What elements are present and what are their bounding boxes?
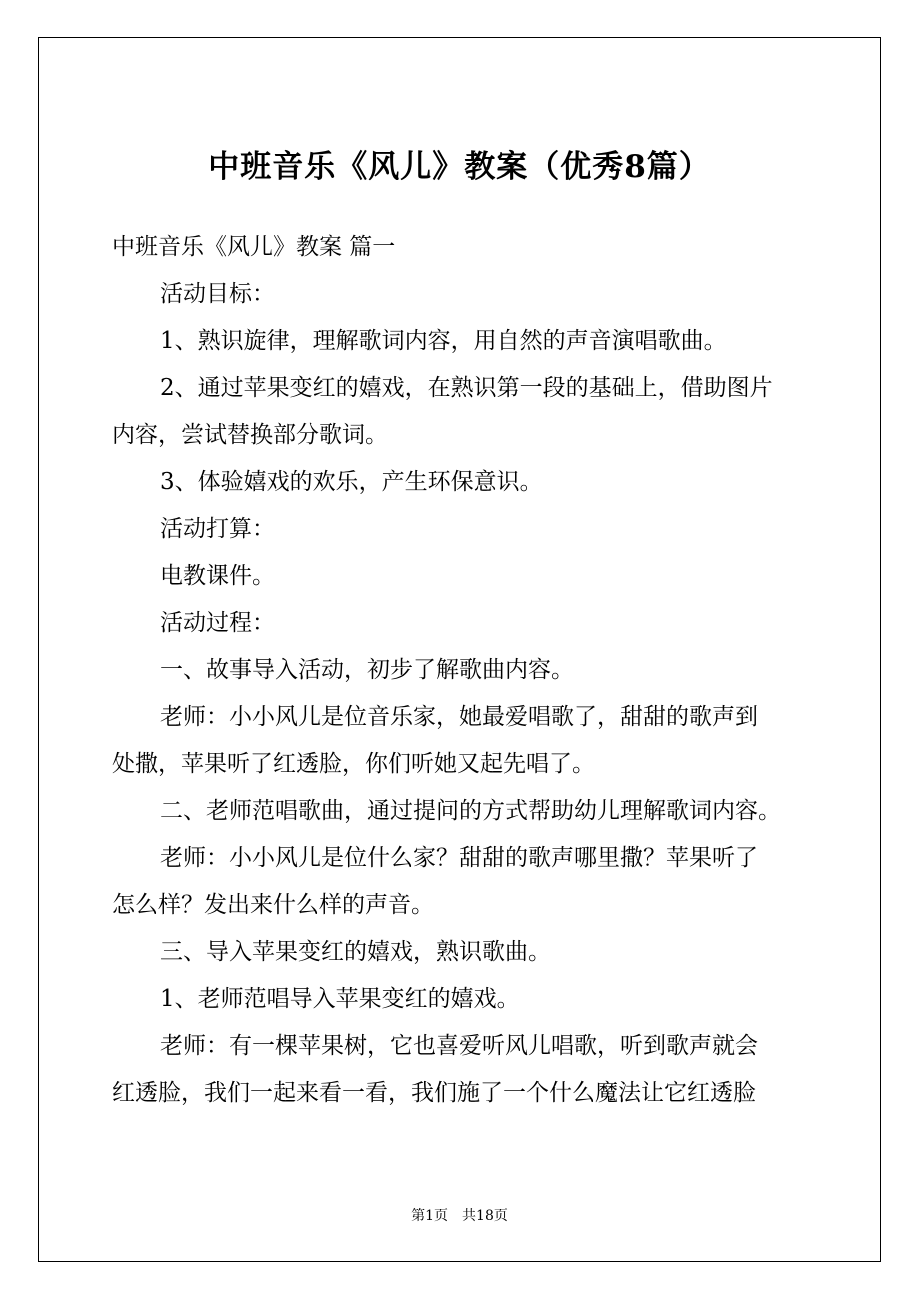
paragraph: 二、老师范唱歌曲，通过提问的方式帮助幼儿理解歌词内容。 bbox=[160, 798, 781, 824]
paragraph: 活动目标： bbox=[160, 281, 275, 307]
paragraph: 三、导入苹果变红的嬉戏，熟识歌曲。 bbox=[160, 939, 551, 965]
paragraph: 怎么样？发出来什么样的声音。 bbox=[112, 892, 434, 918]
paragraph: 中班音乐《风儿》教案 篇一 bbox=[112, 234, 396, 260]
paragraph: 老师：小小风儿是位音乐家，她最爱唱歌了，甜甜的歌声到 bbox=[160, 704, 758, 730]
paragraph: 活动过程： bbox=[160, 610, 275, 636]
paragraph: 3、体验嬉戏的欢乐，产生环保意识。 bbox=[160, 469, 543, 495]
page-footer bbox=[38, 1206, 881, 1226]
paragraph: 2、通过苹果变红的嬉戏，在熟识第一段的基础上，借助图片 bbox=[160, 375, 773, 401]
paragraph: 内容，尝试替换部分歌词。 bbox=[112, 422, 388, 448]
paragraph: 活动打算： bbox=[160, 516, 275, 542]
paragraph: 老师：有一棵苹果树，它也喜爱听风儿唱歌，听到歌声就会 bbox=[160, 1033, 758, 1059]
page-total: 共18页 bbox=[462, 1208, 508, 1224]
page-number: 第1页 bbox=[411, 1208, 449, 1224]
paragraph: 红透脸，我们一起来看一看，我们施了一个什么魔法让它红透脸 bbox=[112, 1080, 756, 1106]
document-title: 中班音乐《风儿》教案（优秀8篇） bbox=[208, 149, 711, 185]
paragraph: 1、熟识旋律，理解歌词内容，用自然的声音演唱歌曲。 bbox=[160, 328, 727, 354]
paragraph: 一、故事导入活动，初步了解歌曲内容。 bbox=[160, 657, 574, 683]
paragraph: 电教课件。 bbox=[160, 563, 275, 589]
paragraph: 1、老师范唱导入苹果变红的嬉戏。 bbox=[160, 986, 520, 1012]
document-body bbox=[112, 224, 812, 1117]
paragraph: 处撒，苹果听了红透脸，你们听她又起先唱了。 bbox=[112, 751, 595, 777]
paragraph: 老师：小小风儿是位什么家？甜甜的歌声哪里撒？苹果听了 bbox=[160, 845, 758, 871]
